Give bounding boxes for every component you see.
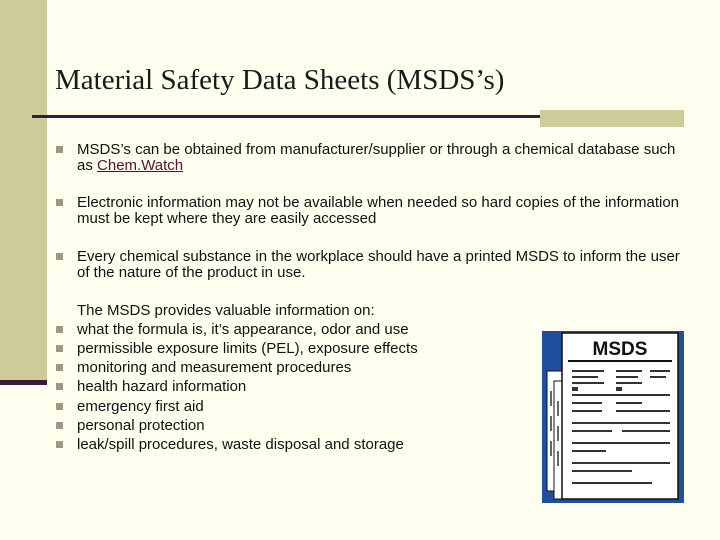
bullet-marker xyxy=(56,146,63,153)
bullet-text-3: Every chemical substance in the workplace should have a printed MSDS to inform the user of the nature of the product in use. xyxy=(77,248,680,281)
info-item: leak/spill procedures, waste disposal and storage xyxy=(77,436,404,453)
bullet-marker xyxy=(56,422,63,429)
bullet-1-text: MSDS’s can be obtained from manufacturer/supplier or through a chemical database such as xyxy=(77,141,676,174)
side-decoration-bar xyxy=(0,0,47,385)
bullet-marker xyxy=(56,441,63,448)
info-item: health hazard information xyxy=(77,378,247,395)
msds-image-label: MSDS xyxy=(592,339,648,360)
info-item: permissible exposure limits (PEL), exposure effects xyxy=(77,340,418,357)
info-intro: The MSDS provides valuable information on: xyxy=(77,302,375,319)
title-accent-block xyxy=(540,110,684,127)
chemwatch-link[interactable]: Chem.Watch xyxy=(97,157,184,174)
info-item: emergency first aid xyxy=(77,398,204,415)
bullet-text-1 xyxy=(77,142,687,174)
bullet-marker xyxy=(56,364,63,371)
msds-sheets-illustration xyxy=(542,331,684,503)
bullet-marker xyxy=(56,326,63,333)
info-item: what the formula is, it’s appearance, odor and use xyxy=(77,321,409,338)
side-accent-bar xyxy=(0,380,47,385)
slide-title: Material Safety Data Sheets (MSDS’s) xyxy=(55,64,505,96)
bullet-marker xyxy=(56,345,63,352)
info-item: personal protection xyxy=(77,417,205,434)
bullet-text-2: Electronic information may not be available when needed so hard copies of the information must be kept where they are easily accessed xyxy=(77,194,680,227)
bullet-marker xyxy=(56,199,63,206)
bullet-marker xyxy=(56,383,63,390)
bullet-marker xyxy=(56,253,63,260)
bullet-marker xyxy=(56,403,63,410)
info-item: monitoring and measurement procedures xyxy=(77,359,352,376)
